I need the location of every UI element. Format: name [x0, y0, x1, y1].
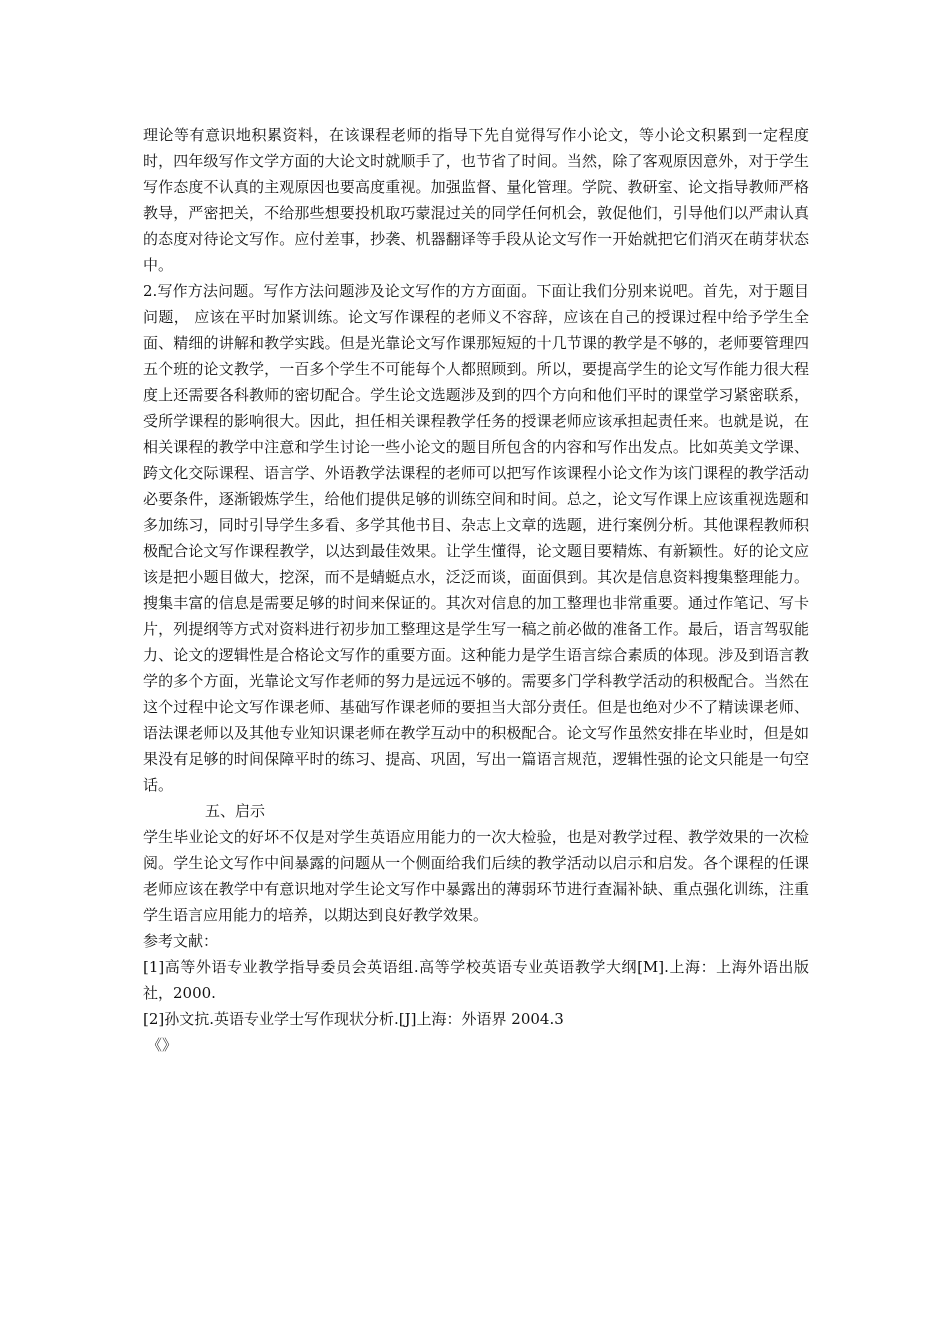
document-page: [143, 122, 809, 1058]
references-label: 参考文献：: [143, 932, 219, 950]
conclusion-paragraph: 学生毕业论文的好坏不仅是对学生英语应用能力的一次大检验，也是对教学过程、教学效果的一次检阅。学生论文写作中间暴露的问题从一个侧面给我们后续的教学活动以启示和启发。各个课程的任课老师应该在教学中有意识地对学生论文写作中暴露出的薄弱环节进行查漏补缺、重点强化训练，注重学生语言应用能力的培养，以期达到良好教学效果。: [143, 828, 809, 924]
closing-mark: 《》: [147, 1036, 178, 1054]
body-paragraph-1: 理论等有意识地积累资料，在该课程老师的指导下先自觉得写作小论文，等小论文积累到一定程度时，四年级写作文学方面的大论文时就顺手了，也节省了时间。当然，除了客观原因意外，对于学生写作态度不认真的主观原因也要高度重视。加强监督、量化管理。学院、教研室、论文指导教师严格教导，严密把关，不给那些想要投机取巧蒙混过关的同学任何机会，敦促他们，引导他们以严肃认真的态度对待论文写作。应付差事，抄袭、机器翻译等手段从论文写作一开始就把它们消灭在萌芽状态中。: [143, 126, 809, 274]
section-heading: 五、启示: [205, 802, 266, 820]
reference-item-1: [1]高等外语专业教学指导委员会英语组.高等学校英语专业英语教学大纲[M].上海：上海外语出版社，2000.: [143, 958, 809, 1002]
reference-item-2: [2]孙文抗.英语专业学士写作现状分析.[J]上海：外语界 2004.3: [143, 1010, 564, 1028]
body-paragraph-2: 2.写作方法问题。写作方法问题涉及论文写作的方方面面。下面让我们分别来说吧。首先，对于题目问题， 应该在平时加紧训练。论文写作课程的老师义不容辞，应该在自己的授课过程中给予学生全面、精细的讲解和教学实践。但是光靠论文写作课那短短的十几节课的教学是不够的，老师要管理四五个班的论文教学，一百多个学生不可能每个人都照顾到。所以，要提高学生的论文写作能力很大程度上还需要各科教师的密切配合。学生论文选题涉及到的四个方向和他们平时的课堂学习紧密联系，受所学课程的影响很大。因此，担任相关课程教学任务的授课老师应该承担起责任来。也就是说，在相关课程的教学中注意和学生讨论一些小论文的题目所包含的内容和写作出发点。比如英美文学课、跨文化交际课程、语言学、外语教学法课程的老师可以把写作该课程小论文作为该门课程的教学活动必要条件，逐渐锻炼学生，给他们提供足够的训练空间和时间。总之，论文写作课上应该重视选题和多加练习，同时引导学生多看、多学其他书目、杂志上文章的选题，进行案例分析。其他课程教师积极配合论文写作课程教学，以达到最佳效果。让学生懂得，论文题目要精炼、有新颖性。好的论文应该是把小题目做大，挖深，而不是蜻蜓点水，泛泛而谈，面面俱到。其次是信息资料搜集整理能力。搜集丰富的信息是需要足够的时间来保证的。其次对信息的加工整理也非常重要。通过作笔记、写卡片，列提纲等方式对资料进行初步加工整理这是学生写一稿之前必做的准备工作。最后，语言驾驭能力、论文的逻辑性是合格论文写作的重要方面。这种能力是学生语言综合素质的体现。涉及到语言教学的多个方面，光靠论文写作老师的努力是远远不够的。需要多门学科教学活动的积极配合。当然在这个过程中论文写作课老师、基础写作课老师的要担当大部分责任。但是也绝对少不了精读课老师、语法课老师以及其他专业知识课老师在教学互动中的积极配合。论文写作虽然安排在毕业时，但是如果没有足够的时间保障平时的练习、提高、巩固，写出一篇语言规范，逻辑性强的论文只能是一句空话。: [143, 282, 809, 794]
